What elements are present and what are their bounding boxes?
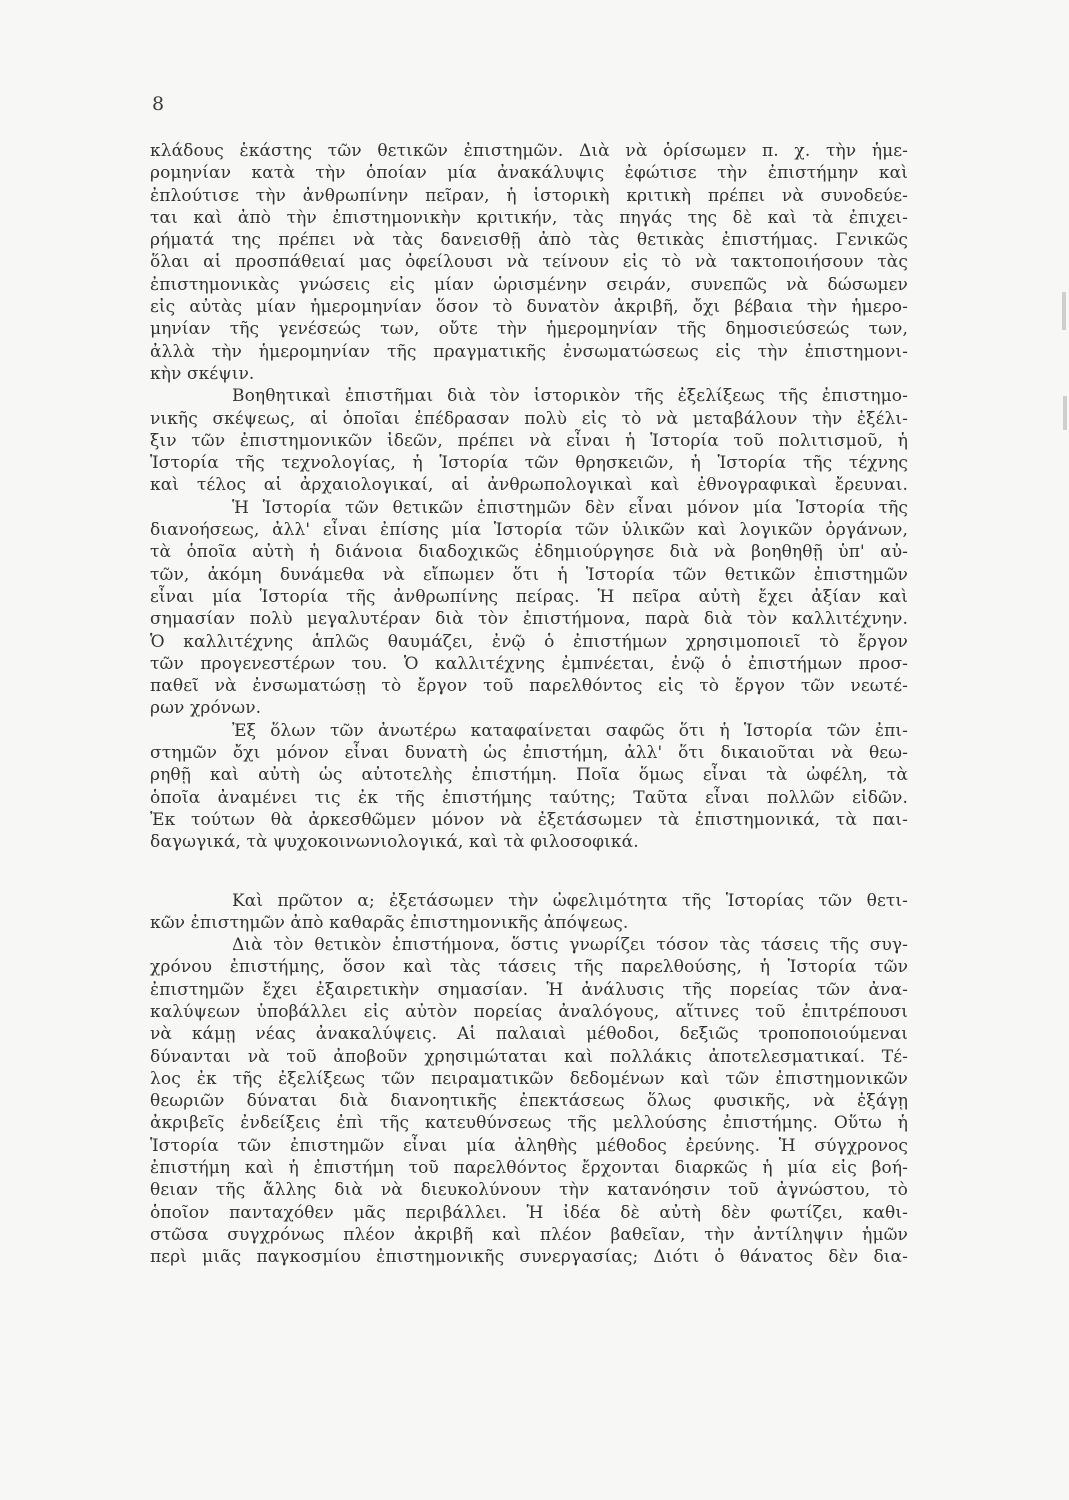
text-line: ὁποῖον πανταχόθεν μᾶς περιβάλλει. Ἡ ἰδέα δὲ αὐτὴ δὲν φωτίζει, καθι- <box>150 1202 908 1223</box>
paragraph <box>150 890 908 912</box>
text-line: διανοήσεως, ἀλλ' εἶναι ἐπίσης μία Ἱστορία τῶν ὑλικῶν καὶ λογικῶν ὀργάνων, <box>150 520 908 541</box>
text-line: θειαν τῆς ἄλλης διὰ νὰ διευκολύνουν τὴν κατανόησιν τοῦ ἀγνώστου, τὸ <box>150 1180 908 1201</box>
text-line: καὶ τέλος αἱ ἀρχαιολογικαί, αἱ ἀνθρωπολογικαὶ καὶ ἐθνογραφικαὶ ἔρευναι. <box>150 475 908 496</box>
paragraph <box>150 497 908 519</box>
text-line: κὴν σκέψιν. <box>150 363 255 384</box>
text-line: Ἱστορία τῆς τεχνολογίας, ἡ Ἱστορία τῶν θρησκειῶν, ἡ Ἱστορία τῆς τέχνης <box>150 453 908 474</box>
text-line: ἐπλούτισε τὴν ἀνθρωπίνην πεῖραν, ἡ ἱστορικὴ κριτικὴ πρέπει νὰ συνοδεύε- <box>150 185 908 206</box>
scan-edge-mark <box>1062 292 1066 330</box>
text-line: κῶν ἐπιστημῶν ἀπὸ καθαρᾶς ἐπιστημονικῆς ἀπόψεως. <box>150 912 629 933</box>
paragraph <box>150 934 908 956</box>
scan-edge-mark <box>1063 396 1067 430</box>
text-line: ἐπιστημονικὰς γνώσεις εἰς μίαν ὡρισμένην σειράν, συνεπῶς νὰ δώσωμεν <box>150 274 908 295</box>
text-line: εἰς αὐτὰς μίαν ἡμερομηνίαν ὅσον τὸ δυνατὸν ἀκριβῆ, ὄχι βέβαια τὴν ἡμερο- <box>150 297 908 318</box>
text-line: ρων χρόνων. <box>150 698 262 719</box>
text-line: δύνανται νὰ τοῦ ἀποβοῦν χρησιμώταται καὶ πολλάκις ἀποτελεσματικαί. Τέ- <box>150 1046 908 1067</box>
text-line: δαγωγικά, τὰ ψυχοκοινωνιολογικά, καὶ τὰ φιλοσοφικά. <box>150 832 639 853</box>
text-line: ἐπιστημῶν ἔχει ἐξαιρετικὴν σημασίαν. Ἡ ἀνάλυσις τῆς πορείας τῶν ἀνα- <box>150 979 908 1000</box>
text-line: Ἐξ ὅλων τῶν ἀνωτέρω καταφαίνεται σαφῶς ὅτι ἡ Ἱστορία τῶν ἐπι- <box>232 720 908 741</box>
text-line: Βοηθητικαὶ ἐπιστῆμαι διὰ τὸν ἱστορικὸν τῆς ἐξελίξεως τῆς ἐπιστημο- <box>232 386 908 407</box>
text-line: ἀλλὰ τὴν ἡμερομηνίαν τῆς πραγματικῆς ἐνσωματώσεως εἰς τὴν ἐπιστημονι- <box>150 341 908 362</box>
text-line: ρήματά της πρέπει νὰ τὰς δανεισθῇ ἀπὸ τὰς θετικὰς ἐπιστήμας. Γενικῶς <box>150 230 908 251</box>
section-gap <box>150 854 908 890</box>
text-line: τῶν προγενεστέρων του. Ὁ καλλιτέχνης ἐμπνέεται, ἐνῷ ὁ ἐπιστήμων προσ- <box>150 653 908 674</box>
text-line: στημῶν ὄχι μόνον εἶναι δυνατὴ ὡς ἐπιστήμη, ἀλλ' ὅτι δικαιοῦται νὰ θεω- <box>150 743 908 764</box>
text-line: ἀκριβεῖς ἐνδείξεις ἐπὶ τῆς κατευθύνσεως τῆς μελλούσης ἐπιστήμης. Οὕτω ἡ <box>150 1113 908 1134</box>
text-line: ρομηνίαν κατὰ τὴν ὁποίαν μία ἀνακάλυψις ἐφώτισε τὴν ἐπιστήμην καὶ <box>150 163 908 184</box>
text-line: λος ἐκ τῆς ἐξελίξεως τῶν πειραματικῶν δεδομένων καὶ τῶν ἐπιστημονικῶν <box>150 1068 908 1089</box>
paragraph <box>150 140 908 385</box>
text-line: στῶσα συγχρόνως πλέον ἀκριβῆ καὶ πλέον βαθεῖαν, τὴν ἀντίληψιν ἡμῶν <box>150 1224 908 1245</box>
text-line: τὰ ὁποῖα αὐτὴ ἡ διάνοια διαδοχικῶς ἐδημιούργησε διὰ νὰ βοηθηθῇ ὑπ' αὐ- <box>150 542 908 563</box>
text-line: σημασίαν πολὺ μεγαλυτέραν διὰ τὸν ἐπιστήμονα, παρὰ διὰ τὸν καλλιτέχνην. <box>150 609 908 630</box>
paragraph <box>150 720 908 742</box>
text-line: Καὶ πρῶτον α; ἐξετάσωμεν τὴν ὠφελιμότητα τῆς Ἱστορίας τῶν θετι- <box>232 890 908 911</box>
text-line: κλάδους ἑκάστης τῶν θετικῶν ἐπιστημῶν. Διὰ νὰ ὁρίσωμεν π. χ. τὴν ἡμε- <box>150 141 908 161</box>
text-line: ρηθῇ καὶ αὐτὴ ὡς αὐτοτελὴς ἐπιστήμη. Ποῖα ὅμως εἶναι τὰ ὠφέλη, τὰ <box>150 765 908 786</box>
text-line: Διὰ τὸν θετικὸν ἐπιστήμονα, ὅστις γνωρίζει τόσον τὰς τάσεις τῆς συγ- <box>232 935 908 956</box>
text-line: ὁποῖα ἀναμένει τις ἐκ τῆς ἐπιστήμης ταύτης; Ταῦτα εἶναι πολλῶν εἰδῶν. <box>150 787 908 808</box>
text-line: τῶν, ἀκόμη δυνάμεθα νὰ εἴπωμεν ὅτι ἡ Ἱστορία τῶν θετικῶν ἐπιστημῶν <box>150 564 908 585</box>
paragraph <box>150 385 908 407</box>
text-line: περὶ μιᾶς παγκοσμίου ἐπιστημονικῆς συνεργασίας; Διότι ὁ θάνατος δὲν δια- <box>150 1247 908 1268</box>
text-line: ται καὶ ἀπὸ τὴν ἐπιστημονικὴν κριτικήν, τὰς πηγάς της δὲ καὶ τὰ ἐπιχει- <box>150 207 908 228</box>
text-line: Ἐκ τούτων θὰ ἀρκεσθῶμεν μόνον νὰ ἐξετάσωμεν τὰ ἐπιστημονικά, τὰ παι- <box>150 809 908 830</box>
text-line: Ἱστορία τῶν ἐπιστημῶν εἶναι μία ἀληθὴς μέθοδος ἐρεύνης. Ἡ σύγχρονος <box>150 1135 908 1156</box>
text-line: νικῆς σκέψεως, αἱ ὁποῖαι ἐπέδρασαν πολὺ εἰς τὸ νὰ μεταβάλουν τὴν ἐξέλι- <box>150 408 908 429</box>
text-line: ξιν τῶν ἐπιστημονικῶν ἰδεῶν, πρέπει νὰ εἶναι ἡ Ἱστορία τοῦ πολιτισμοῦ, ἡ <box>150 430 908 451</box>
text-line: εἶναι μία Ἱστορία τῆς ἀνθρωπίνης πείρας. Ἡ πεῖρα αὐτὴ ἔχει ἀξίαν καὶ <box>150 586 908 607</box>
text-line: ὅλαι αἱ προσπάθειαί μας ὀφείλουσι νὰ τείνουν εἰς τὸ νὰ τακτοποιήσουν τὰς <box>150 252 908 273</box>
text-line: θεωριῶν δύναται διὰ διανοητικῆς ἐπεκτάσεως ὅλως φυσικῆς, νὰ ἐξάγῃ <box>150 1091 908 1112</box>
page-number: 8 <box>152 93 165 115</box>
text-line: παθεῖ νὰ ἐνσωματώσῃ τὸ ἔργον τοῦ παρελθόντος εἰς τὸ ἔργον τῶν νεωτέ- <box>150 676 908 697</box>
text-line: Ἡ Ἱστορία τῶν θετικῶν ἐπιστημῶν δὲν εἶναι μόνον μία Ἱστορία τῆς <box>232 497 908 518</box>
text-line: Ὁ καλλιτέχνης ἁπλῶς θαυμάζει, ἐνῷ ὁ ἐπιστήμων χρησιμοποιεῖ τὸ ἔργον <box>150 631 908 652</box>
text-line: νὰ κάμῃ νέας ἀνακαλύψεις. Αἱ παλαιαὶ μέθοδοι, δεξιῶς τροποποιούμεναι <box>150 1024 908 1045</box>
text-line: μηνίαν τῆς γενέσεώς των, οὔτε τὴν ἡμερομηνίαν τῆς δημοσιεύσεώς των, <box>150 319 908 340</box>
body-text <box>150 140 908 1269</box>
text-line: χρόνου ἐπιστήμης, ὅσον καὶ τὰς τάσεις τῆς παρελθούσης, ἡ Ἱστορία τῶν <box>150 957 908 978</box>
text-line: καλύψεων ὑποβάλλει εἰς αὐτὸν πορείας ἀναλόγους, αἵτινες τοῦ ἐπιτρέπουσι <box>150 1001 908 1022</box>
text-line: ἐπιστήμη καὶ ἡ ἐπιστήμη τοῦ παρελθόντος ἔρχονται διαρκῶς ἡ μία εἰς βοή- <box>150 1158 908 1179</box>
